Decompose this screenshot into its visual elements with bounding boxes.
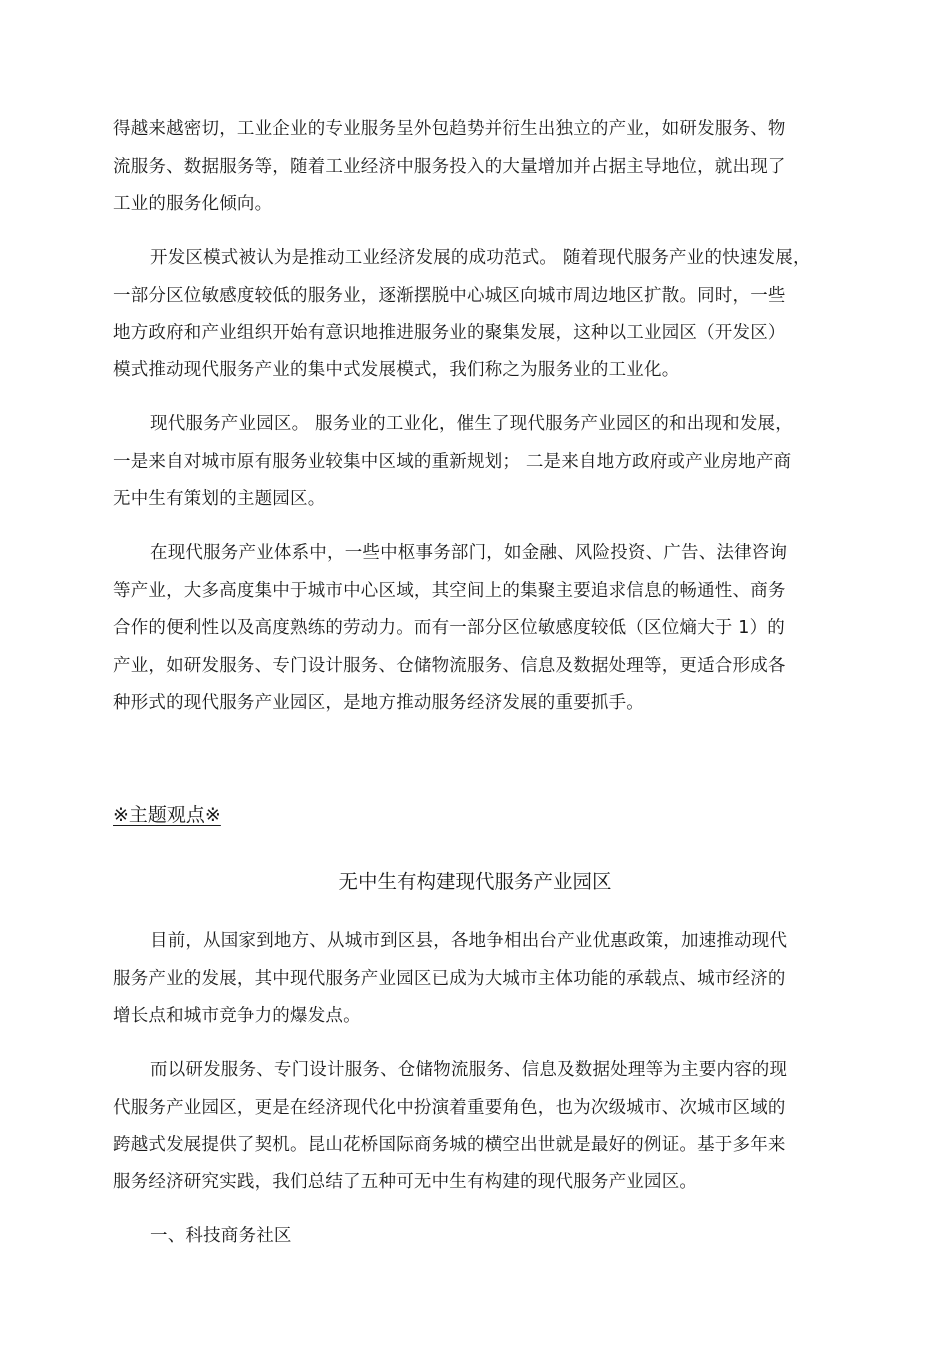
paragraph-6-line-1: 而以研发服务、专门设计服务、仓储物流服务、信息及数据处理等为主要内容的现 [150, 1060, 788, 1080]
paragraph-2-line-3: 地方政府和产业组织开始有意识地推进服务业的聚集发展，这种以工业园区（开发区） [113, 323, 786, 343]
paragraph-6-line-2: 代服务产业园区，更是在经济现代化中扮演着重要角色，也为次级城市、次城市区域的 [113, 1098, 786, 1118]
section-marker: ※主题观点※ [113, 804, 221, 826]
paragraph-6-line-3: 跨越式发展提供了契机。昆山花桥国际商务城的横空出世就是最好的例证。基于多年来 [113, 1135, 786, 1155]
paragraph-1-line-2: 流服务、数据服务等，随着工业经济中服务投入的大量增加并占据主导地位，就出现了 [113, 157, 786, 177]
paragraph-2-line-1: 开发区模式被认为是推动工业经济发展的成功范式。 随着现代服务产业的快速发展， [150, 248, 811, 268]
paragraph-5-line-3: 增长点和城市竞争力的爆发点。 [113, 1006, 361, 1026]
paragraph-4-line-3: 合作的便利性以及高度熟练的劳动力。而有一部分区位敏感度较低（区位熵大于 1）的 [113, 618, 785, 638]
paragraph-4-line-1: 在现代服务产业体系中，一些中枢事务部门，如金融、风险投资、广告、法律咨询 [150, 543, 788, 563]
paragraph-3-line-2: 一是来自对城市原有服务业较集中区域的重新规划； 二是来自地方政府或产业房地产商 [113, 452, 792, 472]
paragraph-3-line-3: 无中生有策划的主题园区。 [113, 489, 326, 509]
list-item-1: 一、科技商务社区 [150, 1226, 292, 1246]
paragraph-4-line-2: 等产业，大多高度集中于城市中心区域，其空间上的集聚主要追求信息的畅通性、商务 [113, 581, 786, 601]
paragraph-2-line-4: 模式推动现代服务产业的集中式发展模式，我们称之为服务业的工业化。 [113, 360, 680, 380]
paragraph-1-line-1: 得越来越密切，工业企业的专业服务呈外包趋势并衍生出独立的产业，如研发服务、物 [113, 119, 786, 139]
paragraph-5-line-1: 目前，从国家到地方、从城市到区县，各地争相出台产业优惠政策，加速推动现代 [150, 931, 788, 951]
paragraph-6-line-4: 服务经济研究实践，我们总结了五种可无中生有构建的现代服务产业园区。 [113, 1172, 698, 1192]
paragraph-3-line-1: 现代服务产业园区。 服务业的工业化，催生了现代服务产业园区的和出现和发展， [150, 414, 793, 434]
article-title: 无中生有构建现代服务产业园区 [338, 870, 612, 893]
paragraph-1-line-3: 工业的服务化倾向。 [113, 194, 273, 214]
paragraph-2-line-2: 一部分区位敏感度较低的服务业，逐渐摆脱中心城区向城市周边地区扩散。同时，一些 [113, 286, 786, 306]
paragraph-4-line-5: 种形式的现代服务产业园区，是地方推动服务经济发展的重要抓手。 [113, 693, 644, 713]
paragraph-4-line-4: 产业，如研发服务、专门设计服务、仓储物流服务、信息及数据处理等，更适合形成各 [113, 656, 786, 676]
paragraph-5-line-2: 服务产业的发展，其中现代服务产业园区已成为大城市主体功能的承载点、城市经济的 [113, 969, 786, 989]
